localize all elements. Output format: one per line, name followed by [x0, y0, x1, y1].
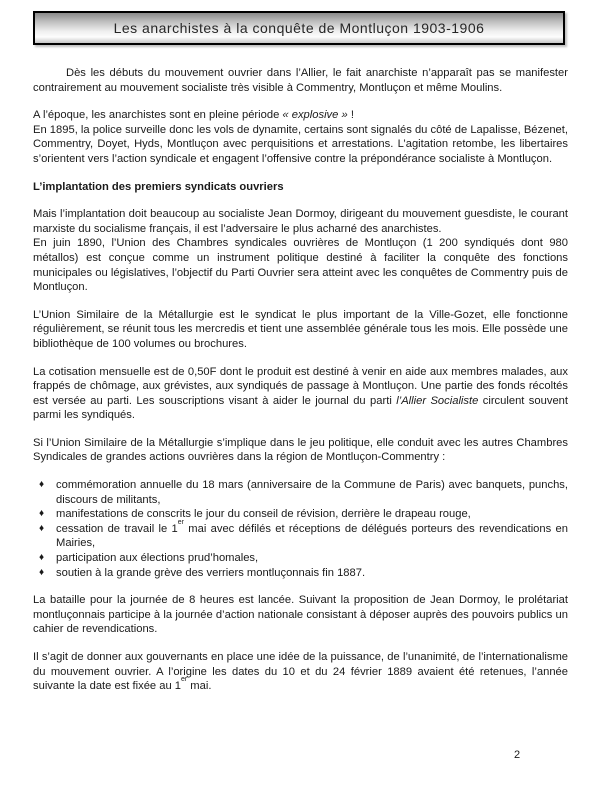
- actions-ouvrieres-paragraph: Si l’Union Similaire de la Métallurgie s’implique dans le jeu politique, elle conduit avec les autres Chambres Syndicales de grandes actions ouvrières dans la région de Montluçon-Commentry :: [33, 436, 568, 464]
- police-1895-paragraph: En 1895, la police surveille donc les vols de dynamite, certains sont signalés du côté de Lapalisse, Bézenet, Commentry, Doyet, Hyds, Montluçon avec perquisitions et arrestations. L’agitation retombe, les libertaires s’orientent vers l’action syndicale et engagent l’offensive contre la prépondérance socialiste à Montluçon.: [33, 123, 568, 165]
- bataille-8-heures-paragraph: La bataille pour la journée de 8 heures est lancée. Suivant la proposition de Jean Dormoy, le prolétariat montluçonnais participe à la journée d’action nationale consistant à déposer auprès des pouvoirs publics un cahier de revendications.: [33, 594, 568, 636]
- cotisation-post: circulent souvent parmi les syndiqués.: [33, 394, 568, 422]
- list-item: [33, 507, 568, 522]
- list-item: [33, 519, 568, 551]
- ordinal-superscript: er: [181, 676, 188, 684]
- union-similaire-paragraph: L’Union Similaire de la Métallurgie est le syndicat le plus important de la Ville-Gozet, elle fonctionne régulièrement, se réunit tous les mercredis et tient une assemblée générale tous les mois. Elle possède une bibliothèque de 100 volumes ou brochures.: [33, 308, 568, 350]
- bullet-text: [56, 519, 568, 551]
- actions-bullet-list: [33, 478, 568, 580]
- diamond-bullet-icon: ♦: [39, 522, 45, 534]
- bullet-text: commémoration annuelle du 18 mars (anniversaire de la Commune de Paris) avec banquets, punchs, discours de militants,: [56, 479, 568, 506]
- document-title: Les anarchistes à la conquête de Montluçon 1903-1906: [113, 20, 485, 36]
- list-item: [33, 566, 568, 581]
- document-body: [33, 66, 568, 707]
- explosive-italic: « explosive »: [282, 109, 348, 122]
- page-number: 2: [514, 749, 521, 761]
- explosive-period-post: !: [347, 109, 354, 122]
- bullet-text: participation aux élections prud’homales,: [56, 552, 259, 565]
- allier-socialiste-italic: l’Allier Socialiste: [396, 394, 479, 407]
- diamond-bullet-icon: ♦: [39, 566, 45, 578]
- list-item: [33, 551, 568, 566]
- union-chambres-paragraph: En juin 1890, l’Union des Chambres syndicales ouvrières de Montluçon (1 200 syndiqués dont 980 métallos) est conçue comme un instrument politique destiné à faciliter la conquête des fonctions municipales ou législatives, l’objectif du Parti Ouvrier sera atteint avec les conquêtes de Commentry puis de Montluçon.: [33, 237, 568, 294]
- bullet-text-pre: cessation de travail le 1: [56, 522, 178, 535]
- internationalisme-paragraph: [33, 650, 568, 694]
- jean-dormoy-paragraph: Mais l’implantation doit beaucoup au socialiste Jean Dormoy, dirigeant du mouvement guesdiste, le courant marxiste du socialisme français, il est l’adversaire le plus acharné des anarchistes.: [33, 208, 568, 235]
- internationalisme-pre: Il s’agit de donner aux gouvernants en place une idée de la puissance, de l’unanimité, de l’internationalisme du mouvement ouvrier. A l’origine les dates du 10 et du 24 février 1889 avaient été retenues, l’année suivante la date est fixée au 1: [33, 651, 568, 693]
- internationalisme-post: mai.: [187, 680, 212, 693]
- diamond-bullet-icon: ♦: [39, 552, 45, 564]
- cotisation-paragraph: [33, 365, 568, 423]
- section-heading: L’implantation des premiers syndicats ouvriers: [33, 180, 284, 193]
- explosive-period-pre: A l’époque, les anarchistes sont en pleine période: [33, 109, 283, 122]
- explosive-period-line: [33, 108, 568, 123]
- ordinal-superscript: er: [177, 519, 184, 526]
- list-item: [33, 478, 568, 507]
- bullet-text: soutien à la grande grève des verriers montluçonnais fin 1887.: [56, 566, 366, 579]
- bullet-text: manifestations de conscrits le jour du conseil de révision, derrière le drapeau rouge,: [56, 508, 471, 521]
- diamond-bullet-icon: ♦: [39, 479, 45, 491]
- bullet-text-post: mai avec défilés et réceptions de délégués porteurs des revendications en Mairies,: [56, 522, 568, 550]
- document-title-banner: [33, 11, 565, 45]
- cotisation-pre: La cotisation mensuelle est de 0,50F dont le produit est destiné à venir en aide aux membres malades, aux frappés de chômage, aux grévistes, aux syndiqués de passage à Montluçon. Une partie des fonds récoltés est versée au parti. Les souscriptions visant à aider le journal du parti: [33, 365, 568, 407]
- intro-paragraph: Dès les débuts du mouvement ouvrier dans l’Allier, le fait anarchiste n’apparaît pas se manifester contrairement au mouvement socialiste très visible à Commentry, Montluçon et même Moulins.: [33, 67, 568, 94]
- diamond-bullet-icon: ♦: [39, 508, 45, 520]
